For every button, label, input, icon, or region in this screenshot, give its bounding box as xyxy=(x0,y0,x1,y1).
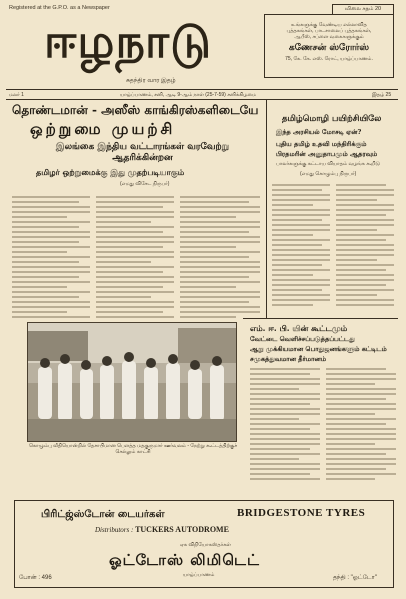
body-column-2 xyxy=(96,196,174,321)
masthead-rule xyxy=(6,89,398,90)
column-divider-right xyxy=(266,100,267,318)
bookstore-ad-line3: ஆபீஸ், சப்ளை வகைகளுக்கும் xyxy=(294,34,364,40)
issue-volume: மலர் 1 xyxy=(9,92,24,98)
right-byline: (எமது கொழும்பு நிருபர்) xyxy=(300,171,357,177)
issue-number: இதழ் 25 xyxy=(372,92,392,98)
ad-distributors xyxy=(95,525,229,534)
bookstore-ad xyxy=(264,14,394,78)
bridgestone-ad xyxy=(14,500,394,588)
main-headline-3: இலங்கை இந்திய வட்டாரங்கள் வரவேற்று ஆதரிக்கின்றன xyxy=(55,142,230,163)
mp-body-column-1 xyxy=(250,368,320,483)
main-headline-2: ஒற்றுமை முயற்சி xyxy=(30,120,176,138)
body-column-3 xyxy=(180,196,260,321)
ad-distributors-label: Distributors : xyxy=(95,526,134,534)
mp-body-column-2 xyxy=(326,368,396,483)
mp-story-rule xyxy=(243,318,398,319)
street-procession-photo xyxy=(27,322,237,442)
main-headline-4: தமிழர் ஒற்றுமைக்கு இது முதற்படியாகும் xyxy=(36,167,185,177)
ad-agent-name: ஓட்டோஸ் லிமிடெட் xyxy=(109,551,260,569)
right-headline-4: பிரதமரின் அனுதாபமும் ஆதரவும் xyxy=(276,150,378,158)
body-column-1 xyxy=(12,196,90,321)
mp-headline-4: சமுகத்துவமான தீர்மானம் xyxy=(250,355,327,363)
bookstore-ad-name: கணேசன் ஸ்ரோர்ஸ் xyxy=(288,43,370,53)
registration-note: Registered at the G.P.O. as a Newspaper xyxy=(9,5,110,11)
masthead-title: ஈழநாடு xyxy=(44,14,213,68)
mp-headline-1: எம். ஈ. பி. யின் கூட்டமும் xyxy=(250,323,348,333)
ad-town: யாழ்ப்பாணம் xyxy=(183,572,215,578)
right-headline-2: இந்த அரசியல் மோசடி ஏன்? xyxy=(276,128,362,136)
right-headline-1: தமிழ்மொழி பயிற்சியிலே xyxy=(282,114,382,124)
ad-agents-label: ஏக விநியோகஸ்தர்கள் xyxy=(180,542,231,548)
price-text: விலை சதம் 20 xyxy=(344,6,382,12)
mp-headline-3: ஆறு முக்கியமான பொதுஜனங்களும் கட்டிடம் xyxy=(250,345,387,353)
bookstore-ad-line2: புத்தகங்கள், பாடசாலைப் புத்தகங்கள், xyxy=(286,28,372,34)
right-headline-3: புதிய தமிழ் உதவி மந்திரிக்கும் xyxy=(276,140,367,148)
bookstore-ad-line1: உங்களுக்கு வேண்டிய எல்லாவித xyxy=(291,22,367,28)
ad-brand: BRIDGESTONE TYRES xyxy=(237,507,366,519)
photo-illustration xyxy=(28,323,236,441)
ad-title-tamil: பிரிட்ஜ்ஸ்டோன் டையர்கள் xyxy=(41,509,165,520)
bookstore-ad-address: 75, கே. கே. எஸ். ரோட், யாழ்ப்பாணம். xyxy=(285,56,373,62)
ad-phone: போன் : 496 xyxy=(19,575,52,581)
body-column-5 xyxy=(336,184,394,309)
mp-headline-2: வேட்டை வெளிச்சப்படுத்தப்பட்டது xyxy=(250,335,355,343)
ad-distributors-name: TUCKERS AUTODROME xyxy=(135,525,229,534)
main-byline: (எமது விசேட நிருபர்) xyxy=(120,181,170,187)
masthead-subtitle: சுதந்திர வார இதழ் xyxy=(126,78,176,84)
issue-date: யாழ்ப்பாணம், சனி, ஆடி 9-ஆம் நாள் (25-7-59) சனிக்கிழமை xyxy=(120,92,257,98)
date-rule xyxy=(6,99,398,100)
main-headline-1: தொண்டமான் - அஸீஸ் காங்கிரஸ்களிடையே xyxy=(12,103,259,117)
body-column-4 xyxy=(272,184,330,309)
right-headline-5: பாலர்களுக்கு கட்டாய வியாதம் வழங்க கூறிடு xyxy=(276,161,381,167)
ad-telegram: தந்தி : "ஓட்டோ" xyxy=(333,575,377,581)
photo-caption: கொழும்பு வீதியொன்றில் தேசாபிமான பெளத்த மதகுருமார் ஊர்வலம் - நேற்று கூட்டத்திற்குச் செல்லும் காட்சி xyxy=(28,443,238,455)
